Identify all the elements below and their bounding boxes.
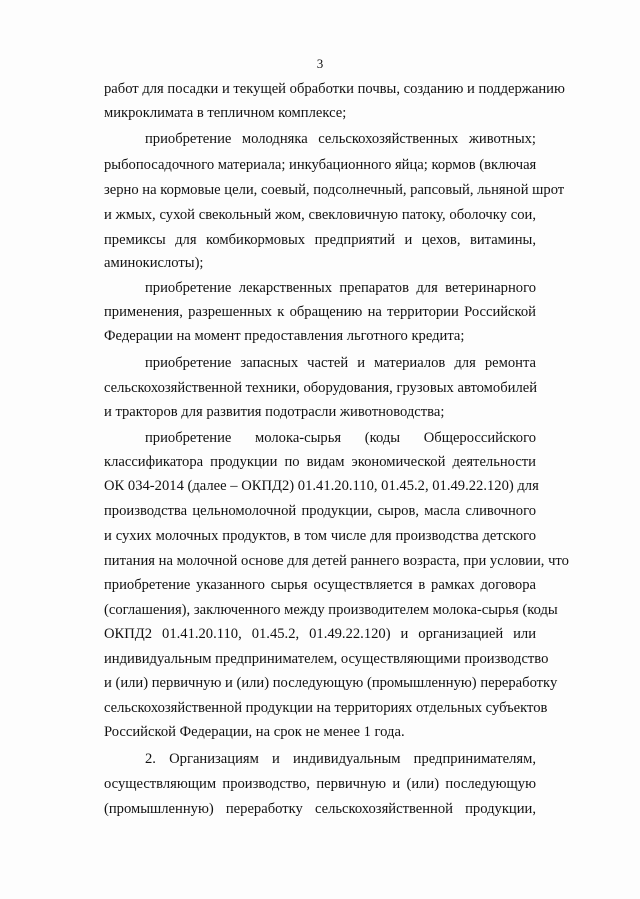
page-number: 3 <box>316 56 324 71</box>
text-line: приобретение лекарственных препаратов для ветеринарного <box>145 280 536 296</box>
text-line: 2. Организациям и индивидуальным предпринимателям, <box>145 751 536 767</box>
text-line: сельскохозяйственной техники, оборудования, грузовых автомобилей <box>104 380 538 396</box>
text-line: зерно на кормовые цели, соевый, подсолнечный, рапсовый, льняной шрот <box>104 182 565 198</box>
text-line: и тракторов для развития подотрасли животноводства; <box>104 404 445 420</box>
text-line: микроклимата в тепличном комплексе; <box>104 105 347 121</box>
text-line: осуществляющим производство, первичную и (или) последующую <box>104 776 536 792</box>
text-line: приобретение указанного сырья осуществляется в рамках договора <box>104 577 536 593</box>
text-line: применения, разрешенных к обращению на территории Российской <box>104 304 536 320</box>
text-line: ОКПД2 01.41.20.110, 01.45.2, 01.49.22.120) и организацией или <box>104 626 536 642</box>
text-line: Федерации на момент предоставления льготного кредита; <box>104 328 465 344</box>
text-line: Российской Федерации, на срок не менее 1 года. <box>104 724 405 740</box>
text-line: и жмых, сухой свекольный жом, свекловичную патоку, оболочку сои, <box>104 207 536 223</box>
text-line: премиксы для комбикормовых предприятий и цехов, витамины, <box>104 232 536 248</box>
text-line: питания на молочной основе для детей раннего возраста, при условии, что <box>104 553 569 569</box>
text-line: приобретение молодняка сельскохозяйственных животных; <box>145 131 536 147</box>
text-line: аминокислоты); <box>104 255 204 271</box>
text-line: работ для посадки и текущей обработки почвы, созданию и поддержанию <box>104 81 565 97</box>
text-line: ОК 034-2014 (далее – ОКПД2) 01.41.20.110, 01.45.2, 01.49.22.120) для <box>104 478 539 494</box>
text-line: классификатора продукции по видам экономической деятельности <box>104 454 536 470</box>
text-line: и (или) первичную и (или) последующую (промышленную) переработку <box>104 675 558 691</box>
text-line: (соглашения), заключенного между производителем молока-сырья (коды <box>104 602 558 618</box>
text-line: индивидуальным предпринимателем, осуществляющими производство <box>104 651 549 667</box>
text-line: (промышленную) переработку сельскохозяйственной продукции, <box>104 801 536 817</box>
text-line: производства цельномолочной продукции, сыров, масла сливочного <box>104 503 536 519</box>
text-line: сельскохозяйственной продукции на территориях отдельных субъектов <box>104 700 548 716</box>
text-line: приобретение запасных частей и материалов для ремонта <box>145 355 536 371</box>
text-line: приобретение молока-сырья (коды Общероссийского <box>145 430 536 446</box>
text-line: рыбопосадочного материала; инкубационного яйца; кормов (включая <box>104 157 537 173</box>
text-line: и сухих молочных продуктов, в том числе для производства детского <box>104 528 536 544</box>
